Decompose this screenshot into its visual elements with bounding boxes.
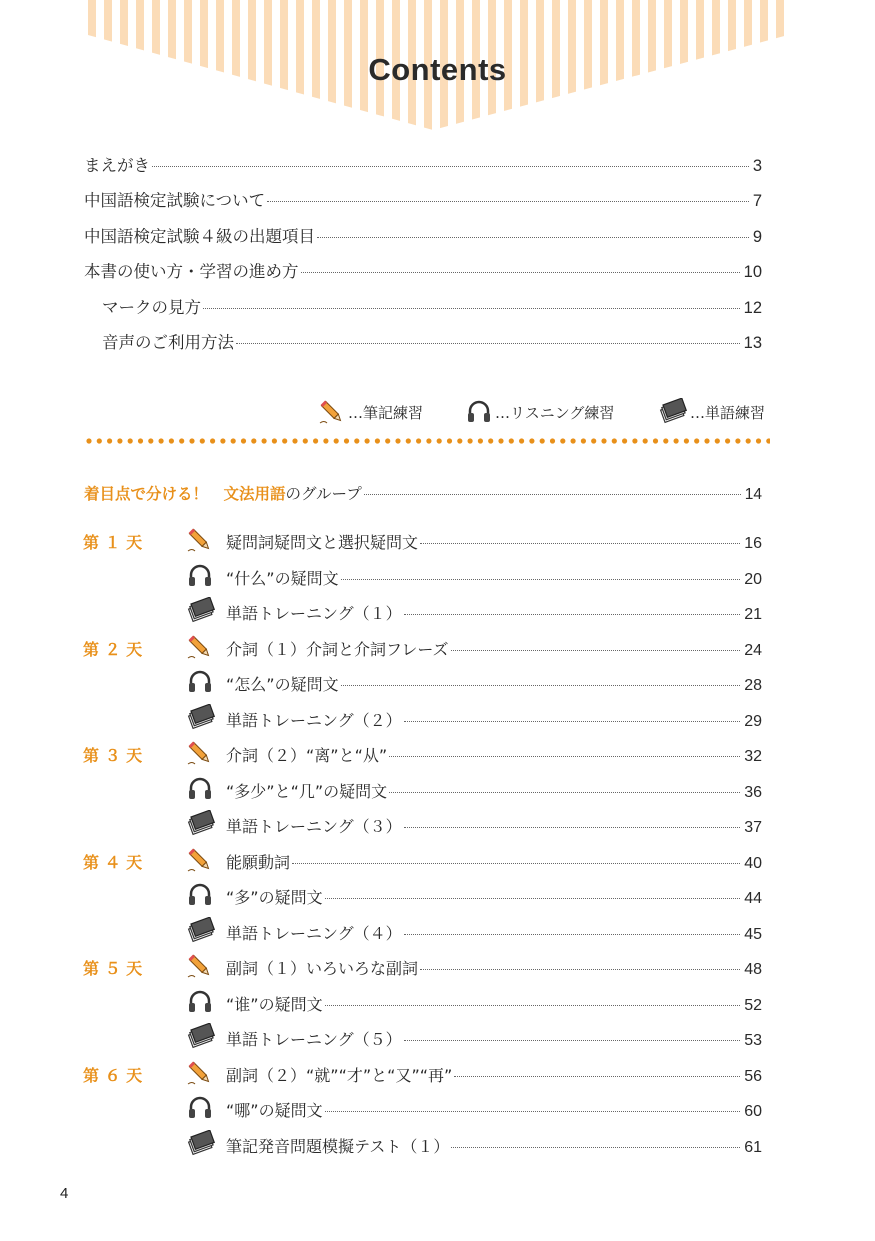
leader-dots — [404, 827, 741, 828]
toc-entry[interactable] — [84, 187, 762, 211]
cards-icon — [186, 810, 214, 838]
headphones-icon — [186, 988, 214, 1016]
toc-entry-page: 14 — [744, 486, 762, 503]
group-heading-label: 着目点で分ける！ 文法用語 — [84, 485, 286, 503]
divider-dot — [725, 438, 730, 443]
divider-dot — [159, 438, 164, 443]
divider-dot — [498, 438, 503, 443]
leader-dots — [364, 494, 741, 495]
divider-dot — [169, 438, 174, 443]
pencil-icon — [186, 526, 214, 554]
leader-dots — [325, 898, 741, 899]
leader-dots — [454, 1076, 740, 1077]
lesson-page: 52 — [744, 996, 762, 1014]
leader-dots — [236, 343, 740, 344]
page-title: Contents — [368, 52, 507, 87]
toc-entry-lesson[interactable] — [226, 779, 762, 803]
toc-entry[interactable] — [84, 258, 762, 282]
pencil-icon — [186, 739, 214, 767]
headphones-icon — [186, 562, 214, 590]
pencil-icon — [186, 1059, 214, 1087]
lesson-page: 29 — [744, 712, 762, 730]
divider-dot — [519, 438, 524, 443]
cards-icon — [186, 1023, 214, 1051]
cards-icon — [186, 917, 214, 945]
divider-dot — [756, 438, 761, 443]
divider-dot — [251, 438, 256, 443]
divider-dot — [478, 438, 483, 443]
divider-dot — [313, 438, 318, 443]
pencil-icon — [186, 846, 214, 874]
headphones-icon — [186, 775, 214, 803]
lesson-page: 28 — [744, 677, 762, 694]
divider-dot — [117, 438, 122, 443]
divider-dot — [509, 438, 514, 443]
divider-dot — [354, 438, 359, 443]
leader-dots — [317, 237, 749, 238]
lesson-label: “谁”の疑問文 — [226, 994, 323, 1014]
lesson-page: 40 — [744, 854, 762, 872]
lesson-page: 61 — [744, 1138, 762, 1156]
toc-entry-label: まえがき — [84, 156, 150, 175]
lesson-label: “多”の疑問文 — [226, 888, 323, 907]
toc-entry-label: 中国語検定試験４級の出題項目 — [84, 227, 315, 246]
divider-dot — [601, 438, 606, 443]
toc-entry-lesson[interactable] — [226, 1063, 762, 1087]
toc-entry-label: 音声のご利用方法 — [102, 333, 234, 352]
toc-entry-lesson[interactable] — [226, 1134, 762, 1158]
toc-entry-lesson[interactable] — [226, 956, 762, 980]
toc-entry-lesson[interactable] — [226, 850, 762, 874]
toc-entry-lesson[interactable] — [226, 814, 762, 838]
divider-dot — [468, 438, 473, 443]
divider-dot — [560, 438, 565, 443]
day-heading: 第 ２ 天 — [83, 639, 143, 659]
divider-dot — [344, 438, 349, 443]
toc-entry-lesson[interactable] — [226, 530, 762, 554]
divider-dot — [457, 438, 462, 443]
divider-dot — [550, 438, 555, 443]
toc-entry[interactable] — [102, 294, 762, 318]
leader-dots — [301, 272, 740, 273]
divider-dot — [529, 438, 534, 443]
lesson-label: 能願動詞 — [226, 852, 291, 872]
divider-dot — [735, 438, 740, 443]
toc-entry-lesson[interactable] — [226, 708, 762, 732]
divider-dot — [303, 438, 308, 443]
leader-dots — [404, 614, 741, 615]
cards-icon — [658, 398, 688, 426]
toc-entry-lesson[interactable] — [226, 672, 762, 696]
lesson-page: 53 — [744, 1032, 762, 1049]
divider-dot — [128, 438, 133, 443]
leader-dots — [341, 579, 741, 580]
orange-dot-divider — [85, 437, 770, 445]
divider-dot — [416, 438, 421, 443]
day-heading: 第 ４ 天 — [83, 852, 143, 872]
divider-dot — [323, 438, 328, 443]
divider-dot — [488, 438, 493, 443]
legend-vocab — [658, 398, 765, 426]
toc-entry-label: 本書の使い方・学習の進め方 — [84, 262, 299, 281]
toc-entry[interactable] — [84, 223, 762, 247]
toc-entry-lesson[interactable] — [226, 885, 762, 909]
divider-dot — [86, 438, 91, 443]
divider-dot — [447, 438, 452, 443]
day-heading: 第 ５ 天 — [83, 959, 143, 978]
legend-vocab-label: …単語練習 — [690, 403, 766, 422]
cards-icon — [186, 1130, 214, 1158]
lesson-label: “什么”の疑問文 — [226, 568, 339, 588]
toc-entry-page: 7 — [752, 192, 762, 210]
divider-dot — [684, 438, 689, 443]
leader-dots — [404, 934, 741, 935]
legend-listening — [465, 398, 614, 426]
toc-entry-page: 12 — [743, 299, 762, 317]
toc-entry-lesson[interactable] — [226, 743, 762, 767]
lesson-label: “怎么”の疑問文 — [226, 675, 339, 694]
toc-entry-page: 10 — [743, 263, 762, 281]
divider-dot — [766, 438, 770, 443]
leader-dots — [420, 543, 740, 544]
headphones-icon — [186, 881, 214, 909]
divider-dot — [581, 438, 586, 443]
leader-dots — [404, 1040, 741, 1041]
divider-dot — [107, 438, 112, 443]
lesson-label: “哪”の疑問文 — [226, 1101, 323, 1120]
leader-dots — [267, 201, 749, 202]
divider-dot — [365, 438, 370, 443]
legend-listening-label: …リスニング練習 — [495, 403, 615, 422]
lesson-page: 16 — [744, 535, 762, 552]
lesson-label: 筆記発音問題模擬テスト（１） — [226, 1136, 450, 1156]
toc-entry-lesson[interactable] — [226, 992, 762, 1016]
lesson-page: 36 — [744, 783, 762, 801]
divider-dot — [138, 438, 143, 443]
leader-dots — [389, 792, 740, 793]
divider-dot — [148, 438, 153, 443]
lesson-page: 60 — [744, 1103, 762, 1120]
toc-entry-lesson[interactable] — [226, 637, 762, 661]
lesson-label: 副詞（１）いろいろな副詞 — [226, 959, 419, 978]
toc-entry-page: 3 — [752, 157, 762, 175]
divider-dot — [406, 438, 411, 443]
divider-dot — [694, 438, 699, 443]
headphones-icon — [186, 1094, 214, 1122]
leader-dots — [404, 721, 741, 722]
cards-icon — [186, 704, 214, 732]
toc-entry-lesson[interactable] — [226, 566, 762, 590]
toc-entry-lesson[interactable] — [226, 1027, 762, 1051]
toc-entry-lesson[interactable] — [226, 921, 762, 945]
divider-dot — [179, 438, 184, 443]
lesson-page: 44 — [744, 890, 762, 907]
pencil-icon — [186, 952, 214, 980]
toc-entry-label: マークの見方 — [102, 298, 201, 317]
toc-entry-page: 13 — [743, 334, 762, 352]
divider-dot — [231, 438, 236, 443]
lesson-page: 32 — [744, 748, 762, 765]
divider-dot — [746, 438, 751, 443]
leader-dots — [325, 1005, 741, 1006]
toc-entry-page: 9 — [752, 228, 762, 246]
divider-dot — [643, 438, 648, 443]
toc-entry-group[interactable] — [84, 482, 762, 504]
divider-dot — [612, 438, 617, 443]
leader-dots — [341, 685, 741, 686]
leader-dots — [420, 969, 740, 970]
divider-dot — [715, 438, 720, 443]
day-heading: 第 ６ 天 — [83, 1065, 143, 1085]
lesson-page: 45 — [744, 925, 762, 943]
pencil-icon — [318, 398, 346, 426]
lesson-label: 副詞（２）“就”“才”と“又”“再” — [226, 1065, 453, 1085]
divider-dot — [189, 438, 194, 443]
toc-entry[interactable] — [102, 329, 762, 353]
divider-dot — [540, 438, 545, 443]
divider-dot — [272, 438, 277, 443]
toc-entry[interactable] — [84, 152, 762, 176]
group-heading-suffix: のグループ — [285, 485, 362, 503]
divider-dot — [241, 438, 246, 443]
divider-dot — [292, 438, 297, 443]
cards-icon — [186, 597, 214, 625]
legend-writing-label: …筆記練習 — [348, 403, 424, 422]
lesson-label: 疑問詞疑問文と選択疑問文 — [226, 533, 419, 552]
divider-dot — [200, 438, 205, 443]
toc-entry-label: 中国語検定試験について — [84, 191, 266, 210]
divider-dot — [632, 438, 637, 443]
divider-dot — [426, 438, 431, 443]
lesson-label: 単語トレーニング（５） — [226, 1030, 402, 1049]
divider-dot — [334, 438, 339, 443]
divider-dot — [97, 438, 102, 443]
divider-dot — [622, 438, 627, 443]
divider-dot — [385, 438, 390, 443]
day-heading: 第 １ 天 — [83, 533, 143, 552]
headphones-icon — [186, 668, 214, 696]
leader-dots — [292, 863, 740, 864]
lesson-page: 20 — [744, 570, 762, 588]
divider-dot — [282, 438, 287, 443]
divider-dot — [210, 438, 215, 443]
toc-entry-lesson[interactable] — [226, 1098, 762, 1122]
divider-dot — [375, 438, 380, 443]
divider-dot — [704, 438, 709, 443]
lesson-label: 単語トレーニング（２） — [226, 710, 402, 730]
leader-dots — [203, 308, 740, 309]
lesson-label: 介詞（１）介詞と介詞フレーズ — [226, 639, 449, 659]
divider-dot — [571, 438, 576, 443]
divider-dot — [674, 438, 679, 443]
leader-dots — [152, 166, 749, 167]
page-number: 4 — [60, 1185, 69, 1202]
headphones-icon — [465, 398, 493, 426]
divider-dot — [437, 438, 442, 443]
lesson-label: 単語トレーニング（３） — [226, 817, 402, 836]
divider-dot — [220, 438, 225, 443]
leader-dots — [389, 756, 740, 757]
lesson-label: 介詞（２）“离”と“从” — [226, 746, 388, 765]
divider-dot — [591, 438, 596, 443]
divider-dot — [395, 438, 400, 443]
lesson-page: 24 — [744, 641, 762, 659]
divider-dot — [262, 438, 267, 443]
lesson-label: 単語トレーニング（１） — [226, 604, 402, 623]
leader-dots — [325, 1111, 741, 1112]
lesson-page: 21 — [744, 606, 762, 623]
lesson-page: 56 — [744, 1067, 762, 1085]
lesson-label: 単語トレーニング（４） — [226, 923, 402, 943]
legend-writing — [318, 398, 423, 426]
day-heading: 第 ３ 天 — [83, 746, 143, 765]
leader-dots — [451, 1147, 740, 1148]
lesson-page: 37 — [744, 819, 762, 836]
lesson-label: “多少”と“几”の疑問文 — [226, 781, 388, 801]
toc-entry-lesson[interactable] — [226, 601, 762, 625]
lesson-page: 48 — [744, 961, 762, 978]
leader-dots — [451, 650, 741, 651]
divider-dot — [653, 438, 658, 443]
divider-dot — [663, 438, 668, 443]
pencil-icon — [186, 633, 214, 661]
